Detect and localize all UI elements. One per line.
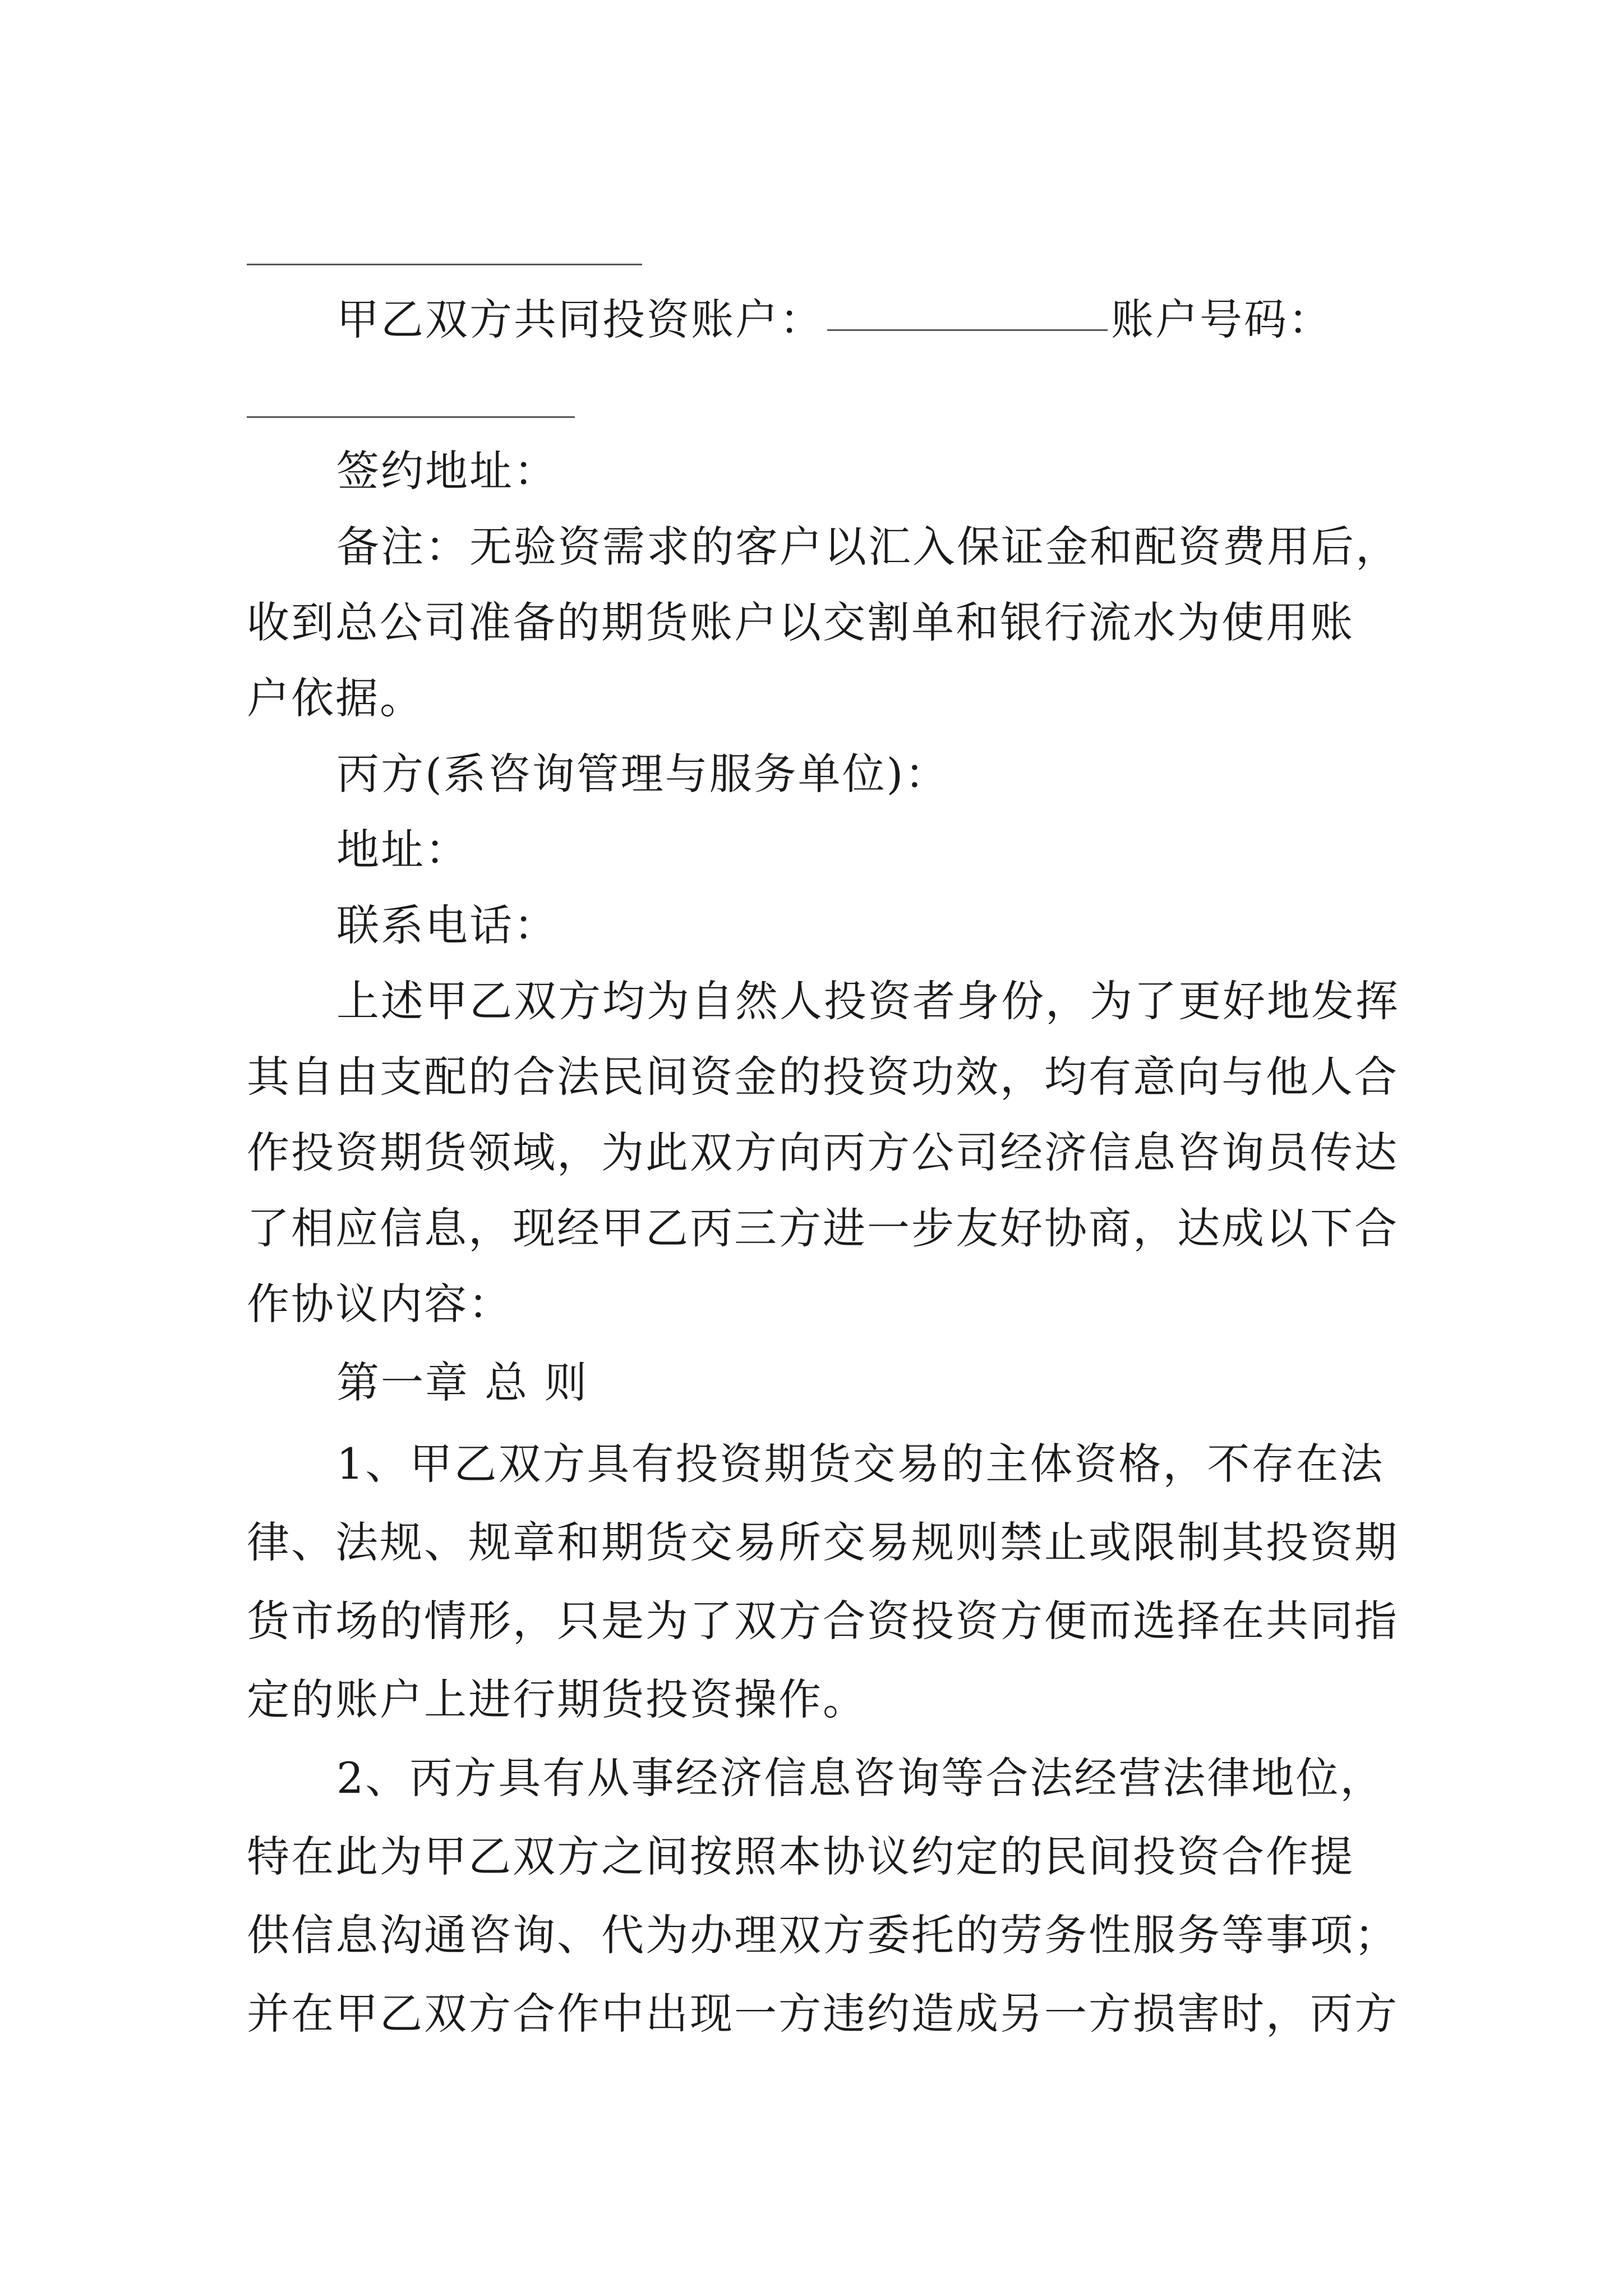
article-2-line-2: 特在此为甲乙双方之间按照本协议约定的民间投资合作提	[247, 1832, 1354, 1881]
party-c-line: 丙方(系咨询管理与服务单位)：	[336, 749, 949, 799]
article-1-line-2: 律、法规、规章和期货交易所交易规则禁止或限制其投资期	[247, 1517, 1399, 1567]
article-2-line-3: 供信息沟通咨询、代为办理双方委托的劳务性服务等事项；	[247, 1910, 1399, 1960]
intro-line-1: 上述甲乙双方均为自然人投资者身份，为了更好地发挥	[336, 976, 1400, 1026]
remark-line-3: 户依据。	[247, 673, 424, 723]
remark-line-1: 备注：无验资需求的客户以汇入保证金和配资费用后，	[336, 522, 1400, 572]
address-line: 地址：	[336, 825, 469, 875]
article-1-line-3: 货市场的情形，只是为了双方合资投资方便而选择在共同指	[247, 1596, 1399, 1646]
account-line	[336, 292, 1332, 348]
intro-line-2: 其自由支配的合法民间资金的投资功效，均有意向与他人合	[247, 1052, 1399, 1102]
remark-line-2: 收到总公司准备的期货账户以交割单和银行流水为使用账	[247, 597, 1354, 647]
intro-line-4: 了相应信息，现经甲乙丙三方进一步友好协商，达成以下合	[247, 1203, 1399, 1253]
signature-blank-line	[247, 264, 642, 265]
account-label: 甲乙双方共同投资账户：	[336, 295, 824, 344]
account-blank	[827, 329, 1108, 331]
account-number-label: 账户号码：	[1111, 295, 1332, 344]
intro-line-5: 作协议内容：	[247, 1279, 513, 1329]
article-2-line-1: 2、丙方具有从事经济信息咨询等合法经营法律地位，	[336, 1753, 1385, 1803]
phone-line: 联系电话：	[336, 900, 558, 950]
account-number-blank-line	[247, 416, 575, 418]
article-2-line-4: 并在甲乙双方合作中出现一方违约造成另一方损害时，丙方	[247, 1989, 1399, 2039]
article-1-line-1: 1、甲乙双方具有投资期货交易的主体资格，不存在法	[336, 1439, 1385, 1489]
sign-address-line: 签约地址：	[336, 446, 558, 496]
article-1-line-4: 定的账户上进行期货投资操作。	[247, 1674, 867, 1724]
intro-line-3: 作投资期货领域，为此双方向丙方公司经济信息咨询员传达	[247, 1128, 1399, 1177]
chapter-heading: 第一章 总 则	[336, 1358, 589, 1407]
